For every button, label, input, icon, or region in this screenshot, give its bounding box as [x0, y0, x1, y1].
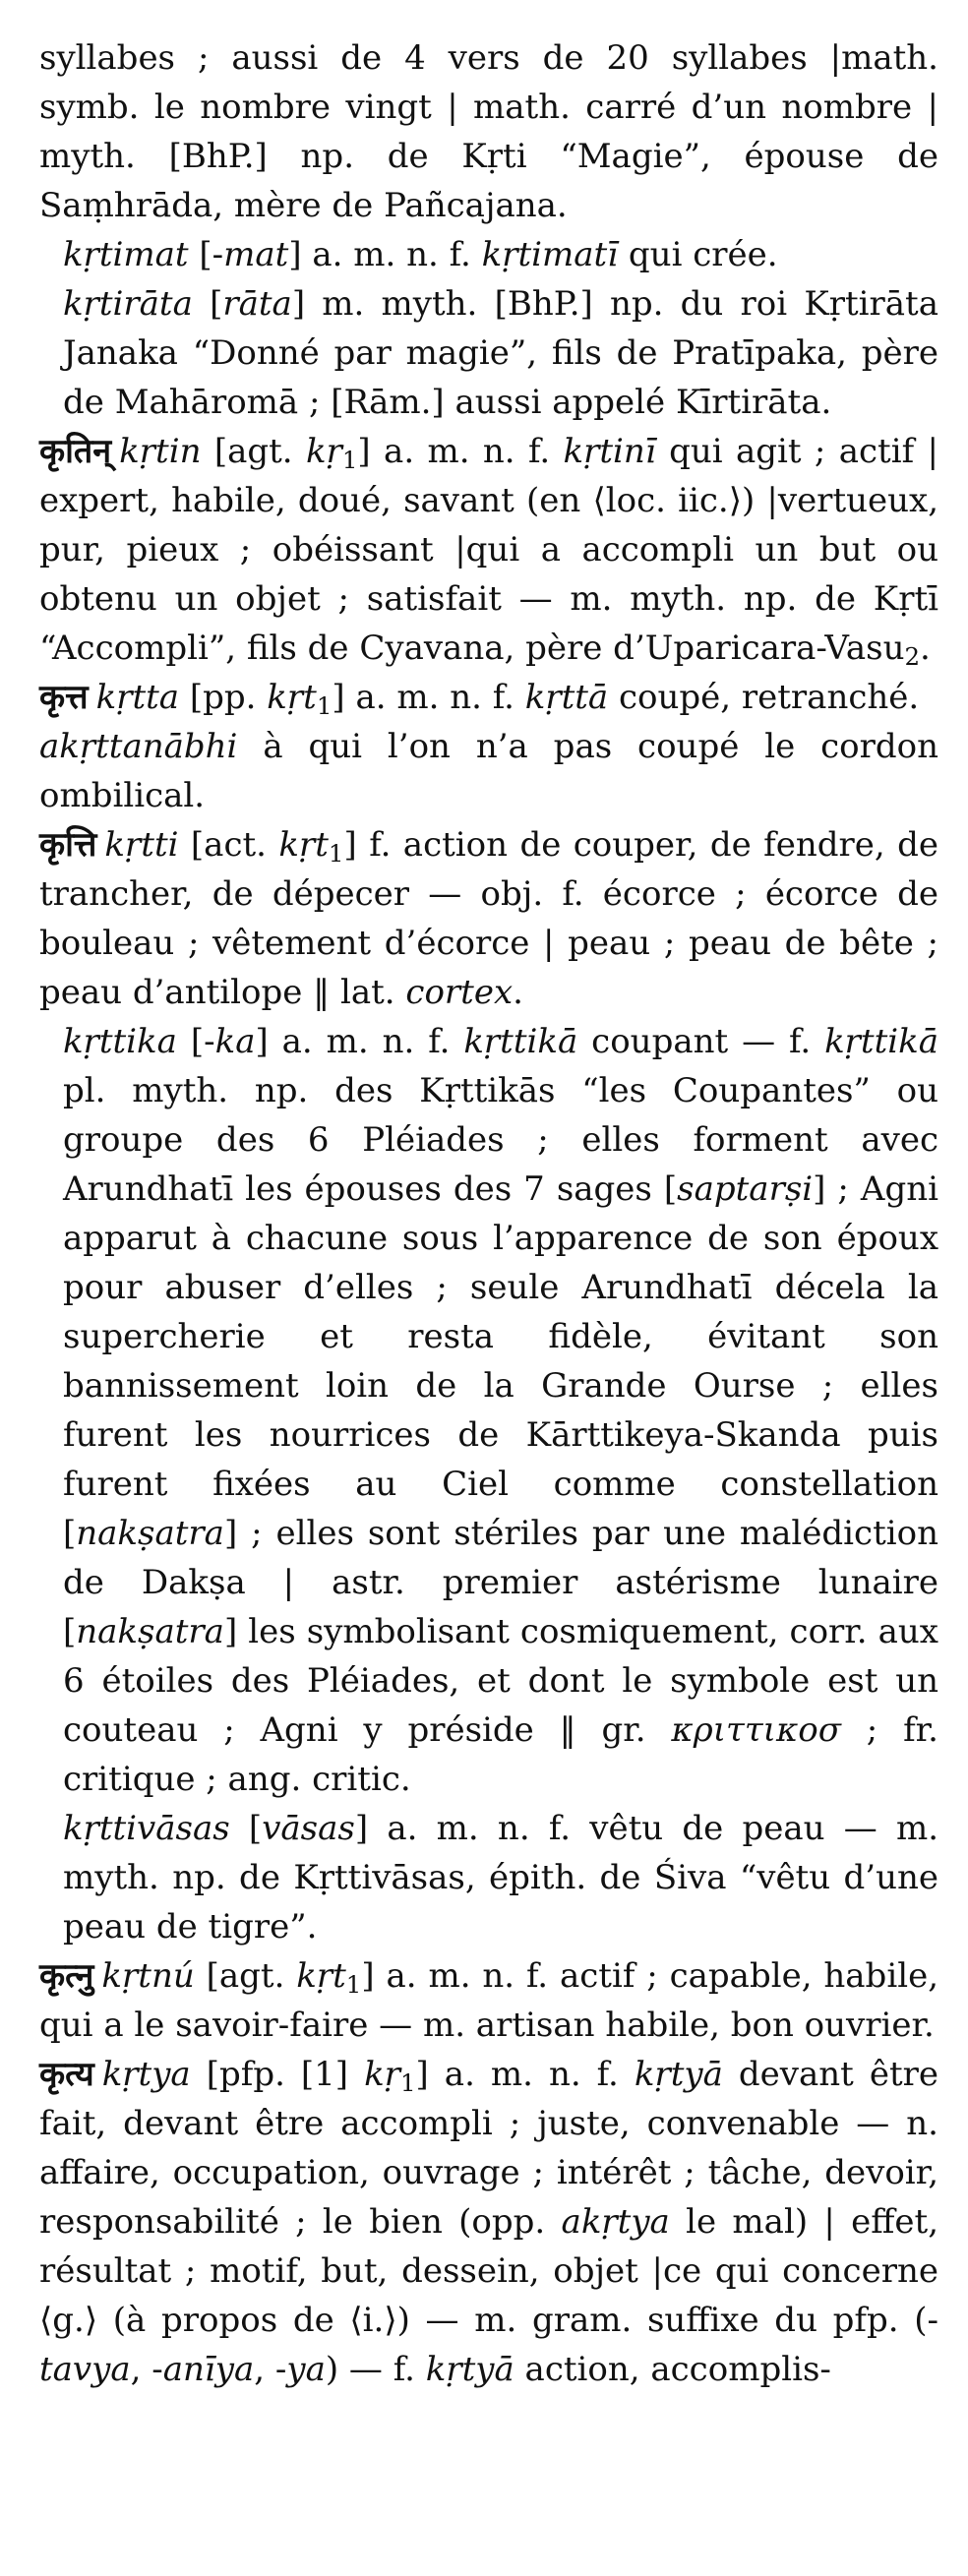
entry-krtin	[39, 427, 938, 673]
entry-text: ] a. m. n. f.	[288, 235, 482, 274]
cross-reference: saptarṣi	[677, 1169, 814, 1209]
entry-krtti	[39, 820, 938, 1017]
entry-krttika	[39, 1017, 938, 1804]
entry-text: , -	[130, 2350, 163, 2389]
root-term: kṛ	[305, 432, 342, 471]
entry-krtta	[39, 673, 938, 722]
greek-cognate: κριττικοσ	[671, 1710, 841, 1750]
entry-text: ] ; elles sont stériles par une malédiction de Dakṣa | astr. premier astérisme lunaire [	[63, 1514, 938, 1651]
headword: kṛttivāsas	[63, 1809, 230, 1848]
antonym: akṛtya	[561, 2202, 670, 2242]
entry-text: pl. myth. np. des Kṛttikās “les Coupantes” ou groupe des 6 Pléiades ; elles forment avec Arundhatī les épouses des 7 sages [	[63, 1071, 938, 1209]
entry-text: qui agit ; actif | expert, habile, doué, savant (en ⟨loc. iic.⟩) |vertueux, pur, pieux ; obéissant |qui a accompli un but ou obtenu un objet ; satisfait — m. myth. np. de Kṛtī “Accompli”, fils de Cyavana, père d’Uparicara-Vasu	[39, 432, 938, 668]
etymology-term: mat	[223, 235, 289, 274]
root-index: 1	[399, 2068, 416, 2098]
entry-text: .	[513, 973, 523, 1012]
devanagari-headword: कृत्नु	[39, 1956, 94, 1996]
entry-text: [agt.	[201, 432, 306, 471]
root-index: 1	[316, 691, 333, 721]
entry-krtirata	[39, 279, 938, 427]
entry-text: à qui l’on n’a pas coupé le cordon ombilical.	[39, 727, 938, 815]
entry-text: ] a. m. n. f. vêtu de peau — m. myth. np. de Kṛttivāsas, épith. de Śiva “vêtu d’une peau de tigre”.	[63, 1809, 939, 1947]
entry-text: [	[229, 1809, 263, 1848]
headword: kṛtya	[101, 2055, 191, 2094]
headword: kṛtnú	[101, 1956, 195, 1996]
etymology-term: ka	[214, 1022, 256, 1061]
devanagari-headword: कृतिन्	[39, 432, 112, 471]
entry-text: ] a. m. n. f.	[357, 432, 564, 471]
cross-reference: nakṣatra	[76, 1514, 224, 1553]
entry-text: ; fr. critique ; ang. critic.	[63, 1710, 938, 1799]
entry-text: [-	[188, 235, 224, 274]
feminine-form: kṛtimatī	[481, 235, 619, 274]
entry-text: [	[192, 284, 223, 324]
entry-text: [agt.	[194, 1956, 297, 1996]
root-term: kṛt	[296, 1956, 346, 1996]
headword: kṛtta	[95, 678, 180, 717]
headword: akṛttanābhi	[39, 727, 238, 766]
etymology-term: vāsas	[262, 1809, 355, 1848]
homonym-index: 2	[904, 642, 921, 672]
entry-text: coupé, retranché.	[608, 678, 920, 717]
headword: kṛtirāta	[63, 284, 193, 324]
entry-text: ] a. m. n. f.	[255, 1022, 464, 1061]
entry-text: , -	[254, 2350, 287, 2389]
feminine-form: kṛttā	[524, 678, 609, 717]
entry-text: [-	[176, 1022, 215, 1061]
root-index: 1	[328, 839, 344, 869]
root-term: kṛt	[267, 678, 317, 717]
dictionary-page	[39, 33, 938, 2394]
feminine-form: kṛtyā	[634, 2055, 723, 2094]
devanagari-headword: कृत्ति	[39, 825, 97, 865]
headword: kṛtimat	[63, 235, 189, 274]
entry-text: action, accomplis-	[514, 2350, 831, 2389]
feminine-form: kṛttikā	[463, 1022, 578, 1061]
devanagari-headword: कृत्य	[39, 2055, 94, 2094]
entry-text: devant être fait, devant être accompli ; juste, convenable — n. affaire, occupation, ouvrage ; intérêt ; tâche, devoir, responsabilité ; le bien (opp.	[39, 2055, 938, 2242]
entry-text: syllabes ; aussi de 4 vers de 20 syllabes |math. symb. le nombre vingt | math. carré d’un nombre | myth. [BhP.] np. de Kṛti “Magie”, épouse de Saṃhrāda, mère de Pañcajana.	[39, 38, 938, 225]
etymology-term: rāta	[222, 284, 292, 324]
entry-text: .	[920, 629, 931, 668]
entry-text: qui crée.	[618, 235, 778, 274]
feminine-form: kṛtyā	[425, 2350, 514, 2389]
headword: kṛtti	[104, 825, 179, 865]
entry-krtnu	[39, 1951, 938, 2050]
entry-text: [pfp. [1]	[190, 2055, 365, 2094]
entry-text: [pp.	[179, 678, 268, 717]
headword: kṛtin	[119, 432, 202, 471]
entry-text: le mal) | effet, résultat ; motif, but, dessein, objet |ce qui concerne ⟨g.⟩ (à propos de ⟨i.⟩) — m. gram. suffixe du pfp. (-	[39, 2202, 939, 2340]
headword: kṛttika	[63, 1022, 177, 1061]
entry-text: ] ; Agni apparut à chacune sous l’apparence de son époux pour abuser d’elles ; seule Arundhatī décela la supercherie et resta fidèle, évitant son bannissement loin de la Grande Ourse ; elles furent les nourrices de Kārttikeya-Skanda puis furent fixées au Ciel comme constellation [	[63, 1169, 938, 1553]
entry-text: ] f. action de couper, de fendre, de trancher, de dépecer — obj. f. écorce ; écorce de bouleau ; vêtement d’écorce | peau ; peau de bête ; peau d’antilope ‖ lat.	[39, 825, 938, 1012]
suffix: anīya	[162, 2350, 255, 2389]
devanagari-headword: कृत्त	[39, 678, 89, 717]
suffix: ya	[286, 2350, 326, 2389]
entry-text: ] a. m. n. f.	[332, 678, 525, 717]
latin-cognate: cortex	[405, 973, 514, 1012]
feminine-form: kṛtinī	[563, 432, 656, 471]
entry-text: coupant — f.	[577, 1022, 825, 1061]
cross-reference: nakṣatra	[76, 1612, 224, 1651]
entry-krttivasas	[39, 1804, 938, 1951]
entry-text: ] les symbolisant cosmiquement, corr. aux 6 étoiles des Pléiades, et dont le symbole est un couteau ; Agni y préside ‖ gr.	[63, 1612, 938, 1750]
root-term: kṛt	[278, 825, 329, 865]
entry-krtimat	[39, 230, 938, 279]
root-index: 1	[341, 446, 358, 475]
entry-continuation	[39, 33, 938, 230]
entry-text: ] m. myth. [BhP.] np. du roi Kṛtirāta Janaka “Donné par magie”, fils de Pratīpaka, père de Mahāromā ; [Rām.] aussi appelé Kīrtirāta.	[63, 284, 938, 422]
suffix: tavya	[39, 2350, 131, 2389]
entry-akrttanabhi	[39, 722, 938, 820]
entry-text: ] a. m. n. f. actif ; capable, habile, qui a le savoir-faire — m. artisan habile, bon ouvrier.	[39, 1956, 938, 2045]
root-term: kṛ	[364, 2055, 400, 2094]
entry-krtya	[39, 2050, 938, 2394]
entry-text: ] a. m. n. f.	[415, 2055, 635, 2094]
root-index: 1	[345, 1970, 362, 2000]
entry-text: [act.	[178, 825, 279, 865]
entry-text: ) — f.	[325, 2350, 426, 2389]
feminine-form: kṛttikā	[824, 1022, 939, 1061]
